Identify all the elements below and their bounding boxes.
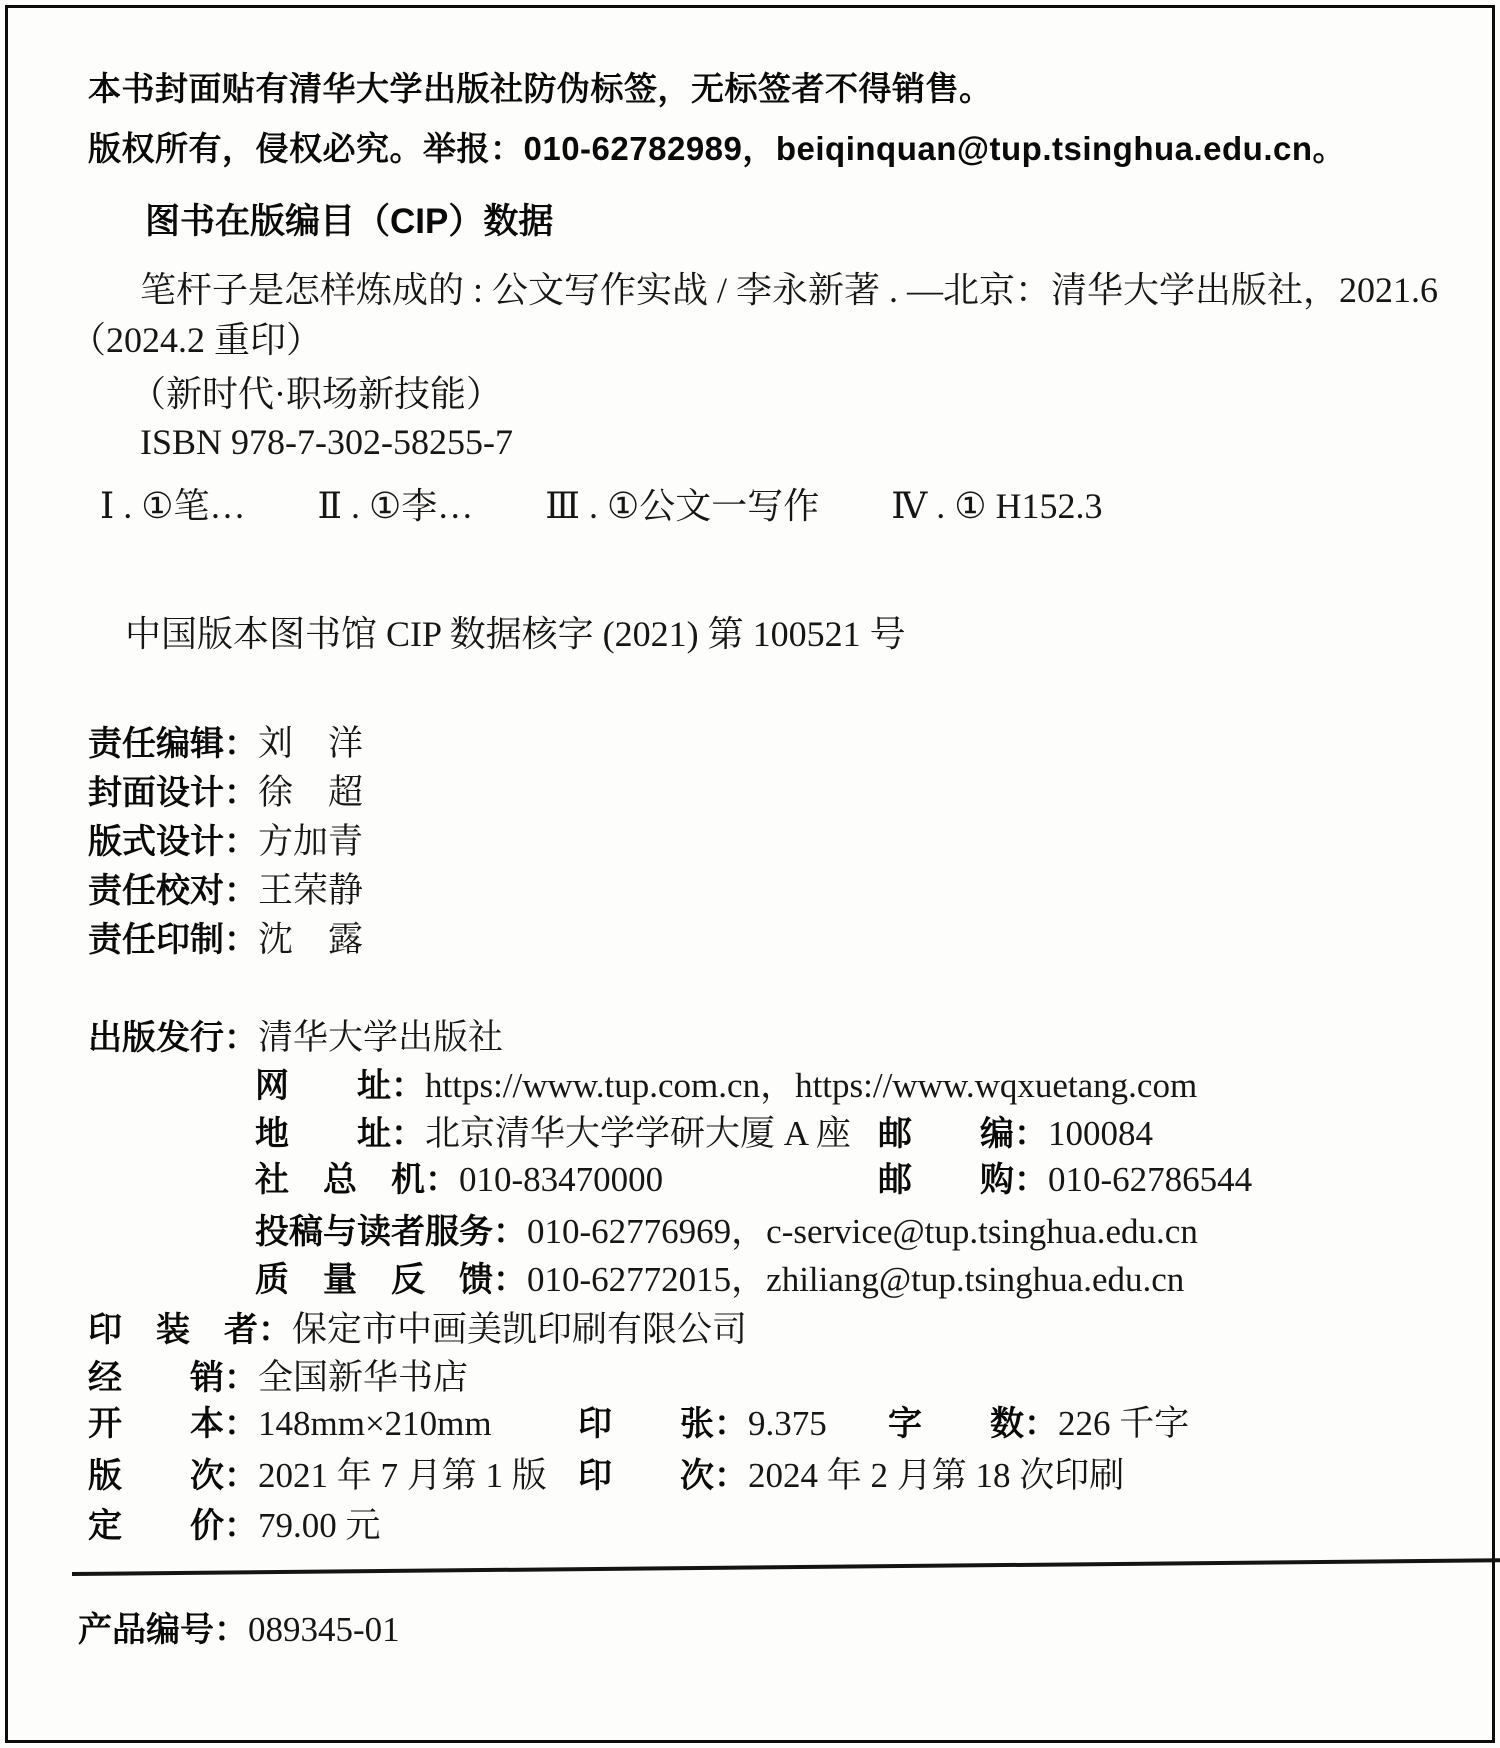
website-row [255, 1064, 1197, 1108]
sheets-row [578, 1402, 827, 1446]
cip-classification: Ⅰ . ①笔… Ⅱ . ①李… Ⅲ . ①公文一写作 Ⅳ . ① H152.3 [100, 486, 1103, 526]
distributor-label: 经 销： [88, 1359, 258, 1397]
impression-value: 2024 年 2 月第 18 次印刷 [748, 1456, 1125, 1495]
impression-row [578, 1454, 1124, 1498]
publisher-row [88, 1016, 503, 1060]
credit-row-editor [88, 722, 363, 766]
format-label: 开 本： [88, 1405, 258, 1443]
sheets-label: 印 张： [578, 1405, 748, 1443]
reader-service-value: 010-62776969，c-service@tup.tsinghua.edu.cn [527, 1212, 1198, 1251]
website-value: https://www.tup.com.cn，https://www.wqxuetang.com [425, 1066, 1198, 1105]
price-label: 定 价： [88, 1507, 258, 1545]
address-label: 地 址： [255, 1115, 425, 1153]
postcode-row [878, 1112, 1153, 1156]
credit-row-cover-design [88, 771, 363, 815]
cip-record-number: 中国版本图书馆 CIP 数据核字 (2021) 第 100521 号 [125, 614, 906, 654]
reader-service-label: 投稿与读者服务： [255, 1213, 527, 1251]
copyright-notice: 版权所有，侵权必究。举报：010-62782989，beiqinquan@tup.tsinghua.edu.cn。 [88, 130, 1347, 167]
credit-label: 封面设计： [88, 774, 258, 812]
website-label: 网 址： [255, 1067, 425, 1105]
impression-label: 印 次： [578, 1457, 748, 1495]
postcode-label: 邮 编： [878, 1115, 1048, 1153]
anti-counterfeit-notice: 本书封面贴有清华大学出版社防伪标签，无标签者不得销售。 [88, 70, 993, 107]
word-count-value: 226 千字 [1058, 1404, 1190, 1443]
format-row [88, 1402, 492, 1446]
mail-order-row [878, 1158, 1252, 1202]
cip-isbn: ISBN 978-7-302-58255-7 [140, 422, 513, 462]
switchboard-label: 社 总 机： [255, 1161, 459, 1199]
product-number-label: 产品编号： [78, 1611, 248, 1649]
credit-value: 王荣静 [258, 871, 364, 910]
format-value: 148mm×210mm [258, 1404, 492, 1443]
switchboard-row [255, 1158, 663, 1202]
product-number-row [78, 1608, 400, 1652]
divider-rule [72, 1558, 1500, 1576]
price-row [88, 1504, 381, 1548]
quality-feedback-row [255, 1258, 1184, 1302]
quality-feedback-value: 010-62772015，zhiliang@tup.tsinghua.edu.cn [527, 1260, 1185, 1299]
quality-feedback-label: 质 量 反 馈： [255, 1261, 527, 1299]
edition-row [88, 1454, 547, 1498]
publisher-label: 出版发行： [88, 1019, 258, 1057]
cip-series-line: （新时代·职场新技能） [130, 374, 502, 414]
credit-value: 徐 超 [258, 773, 364, 812]
credit-value: 刘 洋 [258, 724, 364, 763]
address-row [255, 1112, 851, 1156]
cip-title-line: 笔杆子是怎样炼成的 : 公文写作实战 / 李永新著 . —北京：清华大学出版社，2021.6 [140, 270, 1439, 310]
product-number-value: 089345-01 [248, 1610, 400, 1649]
price-value: 79.00 元 [258, 1506, 381, 1545]
edition-value: 2021 年 7 月第 1 版 [258, 1456, 547, 1495]
credit-label: 版式设计： [88, 823, 258, 861]
word-count-row [888, 1402, 1189, 1446]
address-value: 北京清华大学学研大厦 A 座 [425, 1114, 851, 1153]
cip-reprint-line: （2024.2 重印） [70, 320, 323, 360]
credit-value: 沈 露 [258, 920, 364, 959]
distributor-row [88, 1356, 468, 1400]
cip-heading: 图书在版编目（CIP）数据 [145, 202, 554, 241]
switchboard-value: 010-83470000 [459, 1160, 664, 1199]
mail-order-value: 010-62786544 [1048, 1160, 1253, 1199]
credit-row-proofreader [88, 869, 363, 913]
credit-row-layout-design [88, 820, 363, 864]
mail-order-label: 邮 购： [878, 1161, 1048, 1199]
credit-label: 责任编辑： [88, 725, 258, 763]
distributor-value: 全国新华书店 [258, 1358, 469, 1397]
edition-label: 版 次： [88, 1457, 258, 1495]
postcode-value: 100084 [1048, 1114, 1153, 1153]
printer-label: 印 装 者： [88, 1311, 292, 1349]
word-count-label: 字 数： [888, 1405, 1058, 1443]
publisher-value: 清华大学出版社 [258, 1018, 504, 1057]
reader-service-row [255, 1210, 1198, 1254]
credit-label: 责任印制： [88, 921, 258, 959]
credit-label: 责任校对： [88, 872, 258, 910]
credit-value: 方加青 [258, 822, 364, 861]
printer-value: 保定市中画美凯印刷有限公司 [292, 1310, 748, 1349]
printer-row [88, 1308, 747, 1352]
sheets-value: 9.375 [748, 1404, 827, 1443]
credit-row-print-supervisor [88, 918, 363, 962]
